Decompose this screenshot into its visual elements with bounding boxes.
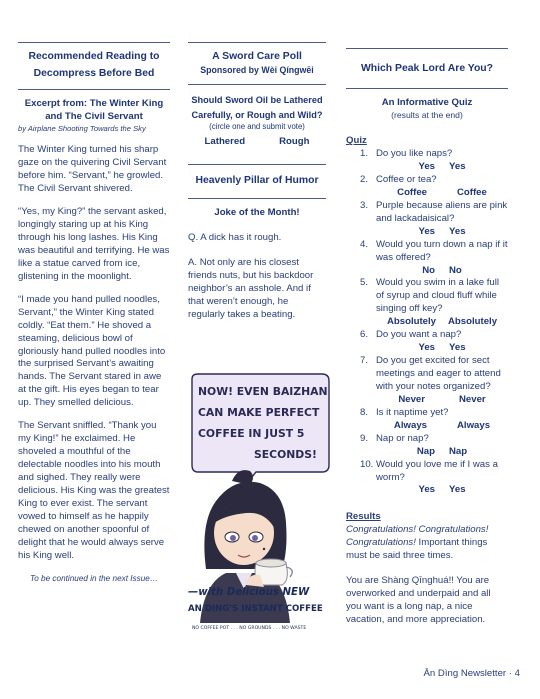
story-paragraph: “I made you hand pulled noodles, Servant,” the Winter King stated coldly. “Eat them.” He shoved a steaming, delicious bowl of gloriously hand pulled noodles into the surprised Servant’s awaiting hands. The Servant stared in awe at the gift. His eyes began to tear up. They smelled delicious. [18, 293, 166, 409]
poll-sponsor: Sponsored by Wèi Qíngwēi [200, 64, 314, 75]
poll-title: A Sword Care Poll [212, 51, 302, 62]
reading-column [18, 42, 170, 584]
quiz-question: 5. Would you swim in a lake full of syrup and cloud fluff while singing off key? [360, 277, 499, 315]
bubble-line-3: COFFEE IN JUST 5 [198, 427, 305, 440]
quiz-question: 9. Nap or nap? [360, 432, 429, 444]
quiz-answers: No No [422, 264, 462, 276]
divider [346, 48, 508, 49]
page-footer: Ān Dìng Newsletter · 4 [423, 668, 520, 679]
quiz-subtitle-2: (results at the end) [391, 109, 463, 120]
bubble-line-4: SECONDS! [254, 448, 317, 461]
divider [188, 42, 326, 43]
coffee-ad-comic [186, 373, 332, 635]
joke-question: Q. A dick has it rough. [188, 232, 282, 244]
joke-answer: A. Not only are his closest friends nuts, but his backdoor neighbor’s an asshole. And if that weren’t enough, he regularly takes a beating. [188, 256, 314, 320]
quiz-label: Quiz [346, 135, 367, 147]
coffee-ad-illustration [186, 373, 332, 635]
poll-option-rough[interactable]: Rough [279, 135, 310, 147]
quiz-subtitle: An Informative Quiz [381, 96, 473, 108]
divider [18, 89, 170, 90]
quiz-answers: Nap Nap [416, 445, 468, 457]
continued-note: To be continued in the next Issue… [29, 573, 159, 583]
divider [346, 88, 508, 89]
quiz-question: 6. Do you want a nap? [360, 329, 462, 341]
quiz-answers: Yes Yes [418, 342, 466, 354]
quiz-question: 8. Is it naptime yet? [360, 406, 449, 418]
results-text: Congratulations! Congratulations! Congratulations! Important things must be said three times. [346, 524, 489, 562]
story-paragraph: The Servant sniffled. “Thank you my King!” he exclaimed. He shoveled a mouthful of the delectable noodles into his mouth and sighed. They really were delicious. His King was the greatest King to ever exist. The servant vowed to himself as he happily chewed on another spoonful of delight that he would always serve his King well. [18, 420, 170, 561]
bubble-line-1: NOW! EVEN BAIZHAN [198, 385, 328, 398]
quiz-list [346, 148, 508, 497]
tagline-line-1: —with Delicious NEW [188, 587, 310, 598]
divider [188, 84, 326, 85]
divider [18, 42, 170, 43]
poll-option-lathered[interactable]: Lathered [204, 135, 246, 147]
quiz-title: Which Peak Lord Are You? [360, 63, 494, 74]
quiz-question: 10. Would you love me if I was a worm? [360, 458, 498, 483]
quiz-question: 3. Purple because aliens are pink and lackadaisical? [360, 199, 508, 224]
poll-column [188, 42, 326, 322]
quiz-question: 7. Do you get excited for sect meetings and eager to attend with your notes organized? [360, 355, 501, 392]
quiz-answers: Never Never [398, 393, 486, 405]
story-paragraph: The Winter King turned his sharp gaze on the quivering Civil Servant before him. “Servant,” he growled. The Civil Servant shivered. [18, 144, 167, 195]
poll-options [188, 136, 326, 149]
results-final: You are Shàng Qīnghuá!! You are overworked and underpaid and all you want is a long nap, a nice vacation, and more appreciation. [346, 575, 491, 625]
quiz-answers: Yes Yes [418, 161, 466, 173]
quiz-question: 4. Would you turn down a nap if it was offered? [360, 238, 508, 263]
quiz-question: 1. Do you like naps? [360, 148, 453, 160]
bubble-line-2: CAN MAKE PERFECT [198, 406, 320, 419]
character-drawing [200, 470, 292, 623]
divider [188, 164, 326, 165]
divider [188, 198, 326, 199]
tagline-line-2: AN DING'S INSTANT COFFEE [188, 604, 323, 614]
quiz-answers: Coffee Coffee [397, 186, 487, 198]
byline: by Airplane Shooting Towards the Sky [18, 124, 146, 134]
poll-instruction: (circle one and submit vote) [209, 121, 305, 131]
quiz-answers: Yes Yes [418, 225, 466, 237]
quiz-answers: Yes Yes [418, 484, 466, 496]
story-paragraph: “Yes, my King?” the servant asked, longingly staring up at his King through his long lashes. His King was beautiful and terrifying. He was like a statue carved from ice, glistening in the moonlight. [18, 206, 170, 282]
results-label: Results [346, 511, 381, 523]
excerpt-heading: Excerpt from: The Winter King and The Civil Servant [24, 98, 164, 123]
quiz-question: 2. Coffee or tea? [360, 173, 437, 185]
quiz-column [346, 42, 508, 627]
quiz-answers: Absolutely Absolutely [386, 316, 498, 328]
reading-title: Recommended Reading to Decompress Before Bed [28, 51, 160, 79]
joke-title: Joke of the Month! [214, 207, 300, 219]
poll-question: Should Sword Oil be Lathered Carefully, or Rough and Wild? [191, 95, 323, 120]
tagline-line-3: NO COFFEE POT . . . NO GROUNDS . . . NO WASTE [192, 626, 307, 631]
humor-title: Heavenly Pillar of Humor [195, 175, 319, 187]
quiz-answers: Always Always [393, 419, 491, 431]
